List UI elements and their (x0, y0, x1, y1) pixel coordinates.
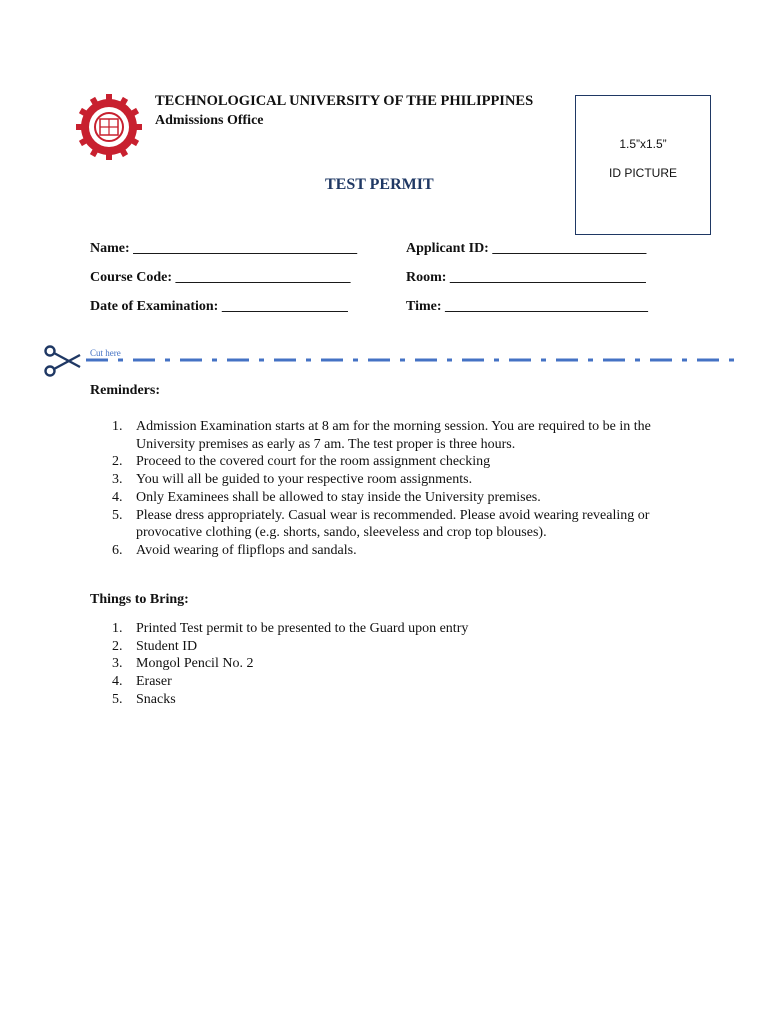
list-item: 5. Please dress appropriately. Casual wear is recommended. Please avoid wearing revealing or provocative clothing (e.g. shorts, sando, sleeveless and crop top blouses). (112, 507, 650, 541)
things-list (112, 620, 681, 709)
office-name: Admissions Office (155, 113, 264, 128)
list-item: 2. Student ID (112, 638, 198, 654)
list-item: 4. Eraser (112, 674, 172, 690)
list-item: 1. Printed Test permit to be presented to the Guard upon entry (112, 621, 469, 636)
photo-size-label: 1.5”x1.5” (619, 137, 667, 151)
list-item: 5. Snacks (112, 691, 176, 707)
reminders-list (112, 418, 681, 560)
university-seal-icon (76, 94, 142, 160)
university-name: TECHNOLOGICAL UNIVERSITY OF THE PHILIPPINES (155, 93, 534, 109)
cut-here-label: Cut here (90, 348, 121, 358)
photo-label: ID PICTURE (608, 166, 677, 180)
list-item: 3. You will all be guided to your respective room assignments. (112, 472, 473, 488)
room-field: Room: ____________________________ (406, 270, 646, 285)
date-field: Date of Examination: __________________ (90, 299, 348, 314)
course-code-field: Course Code: _________________________ (90, 270, 351, 285)
applicant-id-field: Applicant ID: ______________________ (406, 241, 647, 256)
list-item: 2. Proceed to the covered court for the room assignment checking (112, 454, 491, 470)
list-item: 4. Only Examinees shall be allowed to stay inside the University premises. (112, 489, 541, 505)
list-item: 3. Mongol Pencil No. 2 (112, 656, 254, 672)
list-item: 1. Admission Examination starts at 8 am for the morning session. You are required to be in the University premises as early as 7 am. The test proper is three hours. (112, 419, 651, 452)
list-item: 6. Avoid wearing of flipflops and sandals. (112, 542, 357, 558)
time-field: Time: _____________________________ (406, 299, 649, 314)
page-title: TEST PERMIT (325, 176, 434, 193)
id-picture-box (575, 95, 711, 235)
scissors-icon (42, 345, 82, 377)
reminders-heading: Reminders: (90, 383, 160, 398)
things-heading: Things to Bring: (90, 592, 189, 607)
name-field: Name: ________________________________ (90, 241, 358, 256)
cut-line (86, 354, 740, 366)
